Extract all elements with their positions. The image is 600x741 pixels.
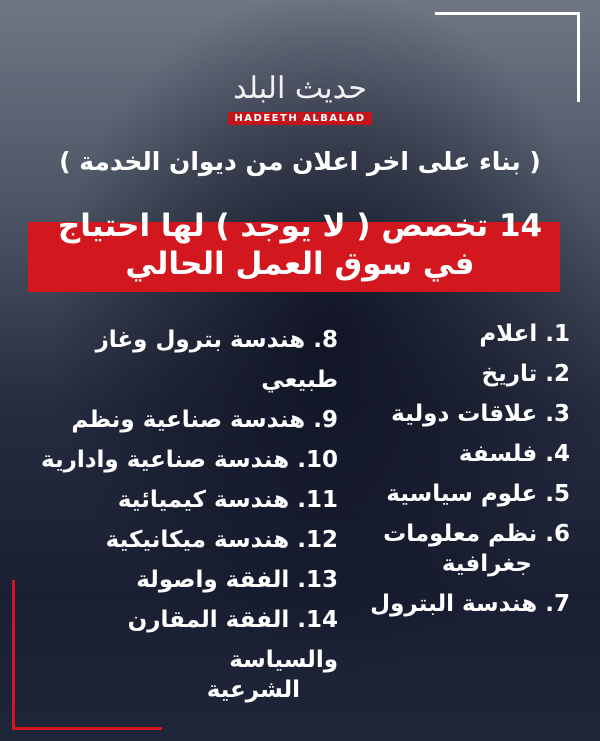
list-item: 6. نظم معلومات <box>383 521 570 547</box>
list-item: 14. الفقة المقارن والسياسة <box>127 607 338 673</box>
list-item-continuation: جغرافية <box>441 551 532 577</box>
list-item: 10. هندسة صناعية وادارية <box>41 447 338 473</box>
list-item: 12. هندسة ميكانيكية <box>105 527 338 553</box>
headline-line-2: في سوق العمل الحالي <box>125 246 475 282</box>
logo <box>0 72 600 125</box>
subtitle: ( بناء على اخر اعلان من ديوان الخدمة ) <box>59 147 541 176</box>
list-item: 9. هندسة صناعية ونظم <box>71 407 338 433</box>
headline <box>0 207 600 283</box>
list-item: 1. اعلام <box>479 321 570 347</box>
list-item: 7. هندسة البترول <box>370 591 570 617</box>
logo-arabic: حديث البلد <box>233 71 367 106</box>
list-item-continuation: الشرعية <box>206 677 300 703</box>
list-item: 2. تاريخ <box>481 361 570 387</box>
headline-line-1: 14 تخصص ( لا يوجد ) لها احتياج <box>57 208 543 244</box>
list-item: 11. هندسة كيميائية <box>117 487 338 513</box>
specialties-list-right <box>350 314 570 624</box>
list-item: 5. علوم سياسية <box>386 481 570 507</box>
logo-english: HADEETH ALBALAD <box>228 112 371 125</box>
specialties-list-left <box>18 320 338 710</box>
list-item: 3. علاقات دولية <box>391 401 570 427</box>
list-item: 13. الفقة واصولة <box>136 567 338 593</box>
list-item: 8. هندسة بترول وغاز طبيعي <box>95 327 338 393</box>
list-item: 4. فلسفة <box>458 441 570 467</box>
